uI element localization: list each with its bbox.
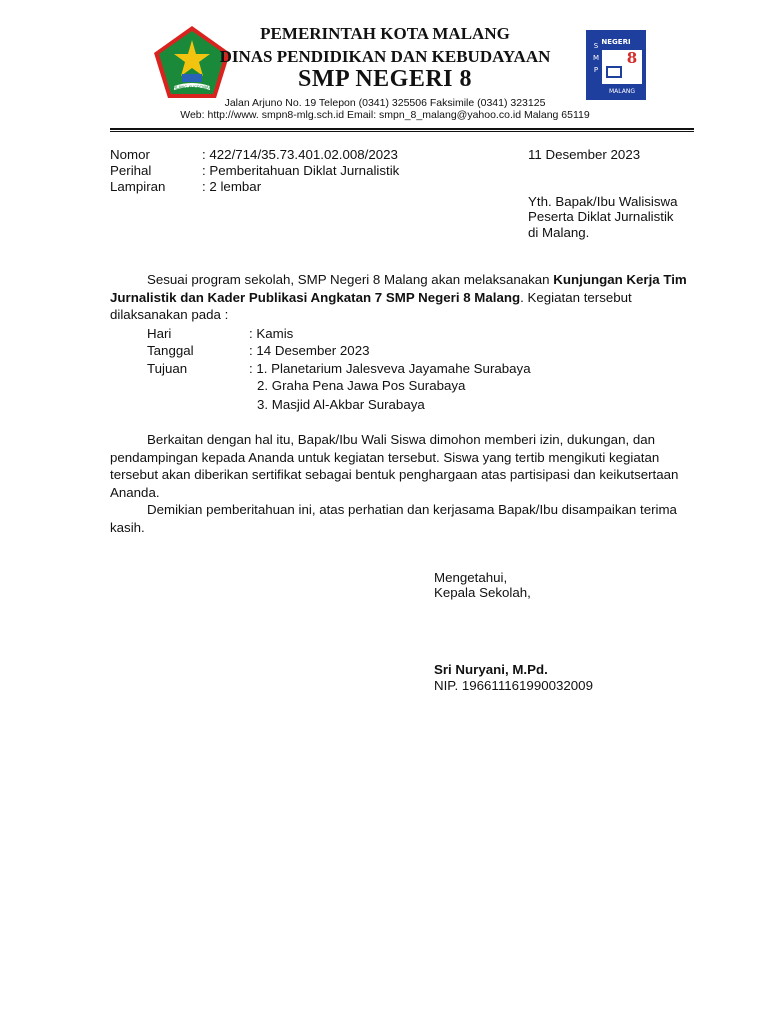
recipient-line-2: Peserta Diklat Jurnalistik — [528, 209, 674, 224]
paragraph-1-end: . Kegiatan tersebut dilaksanakan pada : — [110, 289, 632, 323]
letterhead-web: Web: http://www. smpn8-mlg.sch.id Email: smpn_8_malang@yahoo.co.id Malang 65119 — [180, 109, 590, 121]
body-paragraph-2 — [110, 431, 694, 501]
body-paragraph-1 — [110, 271, 694, 324]
signature-title: Kepala Sekolah, — [434, 585, 531, 600]
header-divider — [110, 128, 694, 130]
signatory-nip: NIP. 196611161990032009 — [434, 678, 593, 693]
svg-text:P: P — [593, 66, 599, 74]
signatory-name: Sri Nuryani, M.Pd. — [434, 662, 548, 677]
nomor-value: : 422/714/35.73.401.02.008/2023 — [202, 147, 398, 162]
hari-value: : Kamis — [249, 326, 294, 341]
lampiran-value: : 2 lembar — [202, 179, 262, 194]
letterhead-address: Jalan Arjuno No. 19 Telepon (0341) 325506 Faksimile (0341) 323125 — [224, 97, 546, 109]
recipient-line-1: Yth. Bapak/Ibu Walisiswa — [528, 194, 678, 209]
nomor-label: Nomor — [110, 147, 150, 162]
svg-text:MALANG KUCECWARA: MALANG KUCECWARA — [170, 85, 214, 90]
svg-text:M: M — [592, 54, 600, 62]
perihal-label: Perihal — [110, 163, 152, 178]
letterhead-department: DINAS PENDIDIKAN DAN KEBUDAYAAN — [219, 47, 551, 66]
paragraph-3-text: Demikian pemberitahuan ini, atas perhatian dan kerjasama Bapak/Ibu disampaikan terima kasih. — [110, 502, 677, 535]
tujuan-item-3: 3. Masjid Al-Akbar Surabaya — [257, 397, 425, 412]
hari-label: Hari — [147, 326, 172, 341]
tujuan-item-1: : 1. Planetarium Jalesveva Jayamahe Surabaya — [249, 361, 531, 376]
tujuan-label: Tujuan — [147, 361, 188, 376]
tanggal-value: : 14 Desember 2023 — [249, 343, 370, 358]
perihal-value: : Pemberitahuan Diklat Jurnalistik — [202, 163, 400, 178]
activity-name: Kunjungan Kerja Tim Jurnalistik dan Kader Publikasi Angkatan 7 SMP Negeri 8 Malang — [110, 272, 687, 305]
tanggal-label: Tanggal — [147, 343, 194, 358]
svg-text:S: S — [593, 42, 599, 50]
paragraph-2-text: Berkaitan dengan hal itu, Bapak/Ibu Wali Siswa dimohon memberi izin, dukungan, dan pendampingan kepada Ananda untuk kegiatan tersebut. Siswa yang tertib mengikuti kegiatan tersebut akan diberikan sertifikat sebagai bentuk penghargaan atas partisipasi dan keikutsertaan Ananda. — [110, 432, 679, 500]
svg-text:NEGERI: NEGERI — [601, 38, 631, 46]
paragraph-1-start: Sesuai program sekolah, SMP Negeri 8 Malang akan melaksanakan — [147, 272, 554, 287]
svg-text:8: 8 — [626, 49, 638, 67]
letter-date: 11 Desember 2023 — [528, 147, 641, 162]
signature-acknowledged: Mengetahui, — [434, 570, 508, 585]
body-paragraph-3 — [110, 501, 694, 536]
letterhead-government: PEMERINTAH KOTA MALANG — [260, 24, 510, 43]
tujuan-item-2: 2. Graha Pena Jawa Pos Surabaya — [257, 378, 466, 393]
header-divider-thin — [110, 131, 694, 132]
lampiran-label: Lampiran — [110, 179, 166, 194]
svg-text:MALANG: MALANG — [608, 88, 636, 95]
recipient-line-3: di Malang. — [528, 225, 590, 240]
letterhead-school-name: SMP NEGERI 8 — [297, 66, 473, 92]
